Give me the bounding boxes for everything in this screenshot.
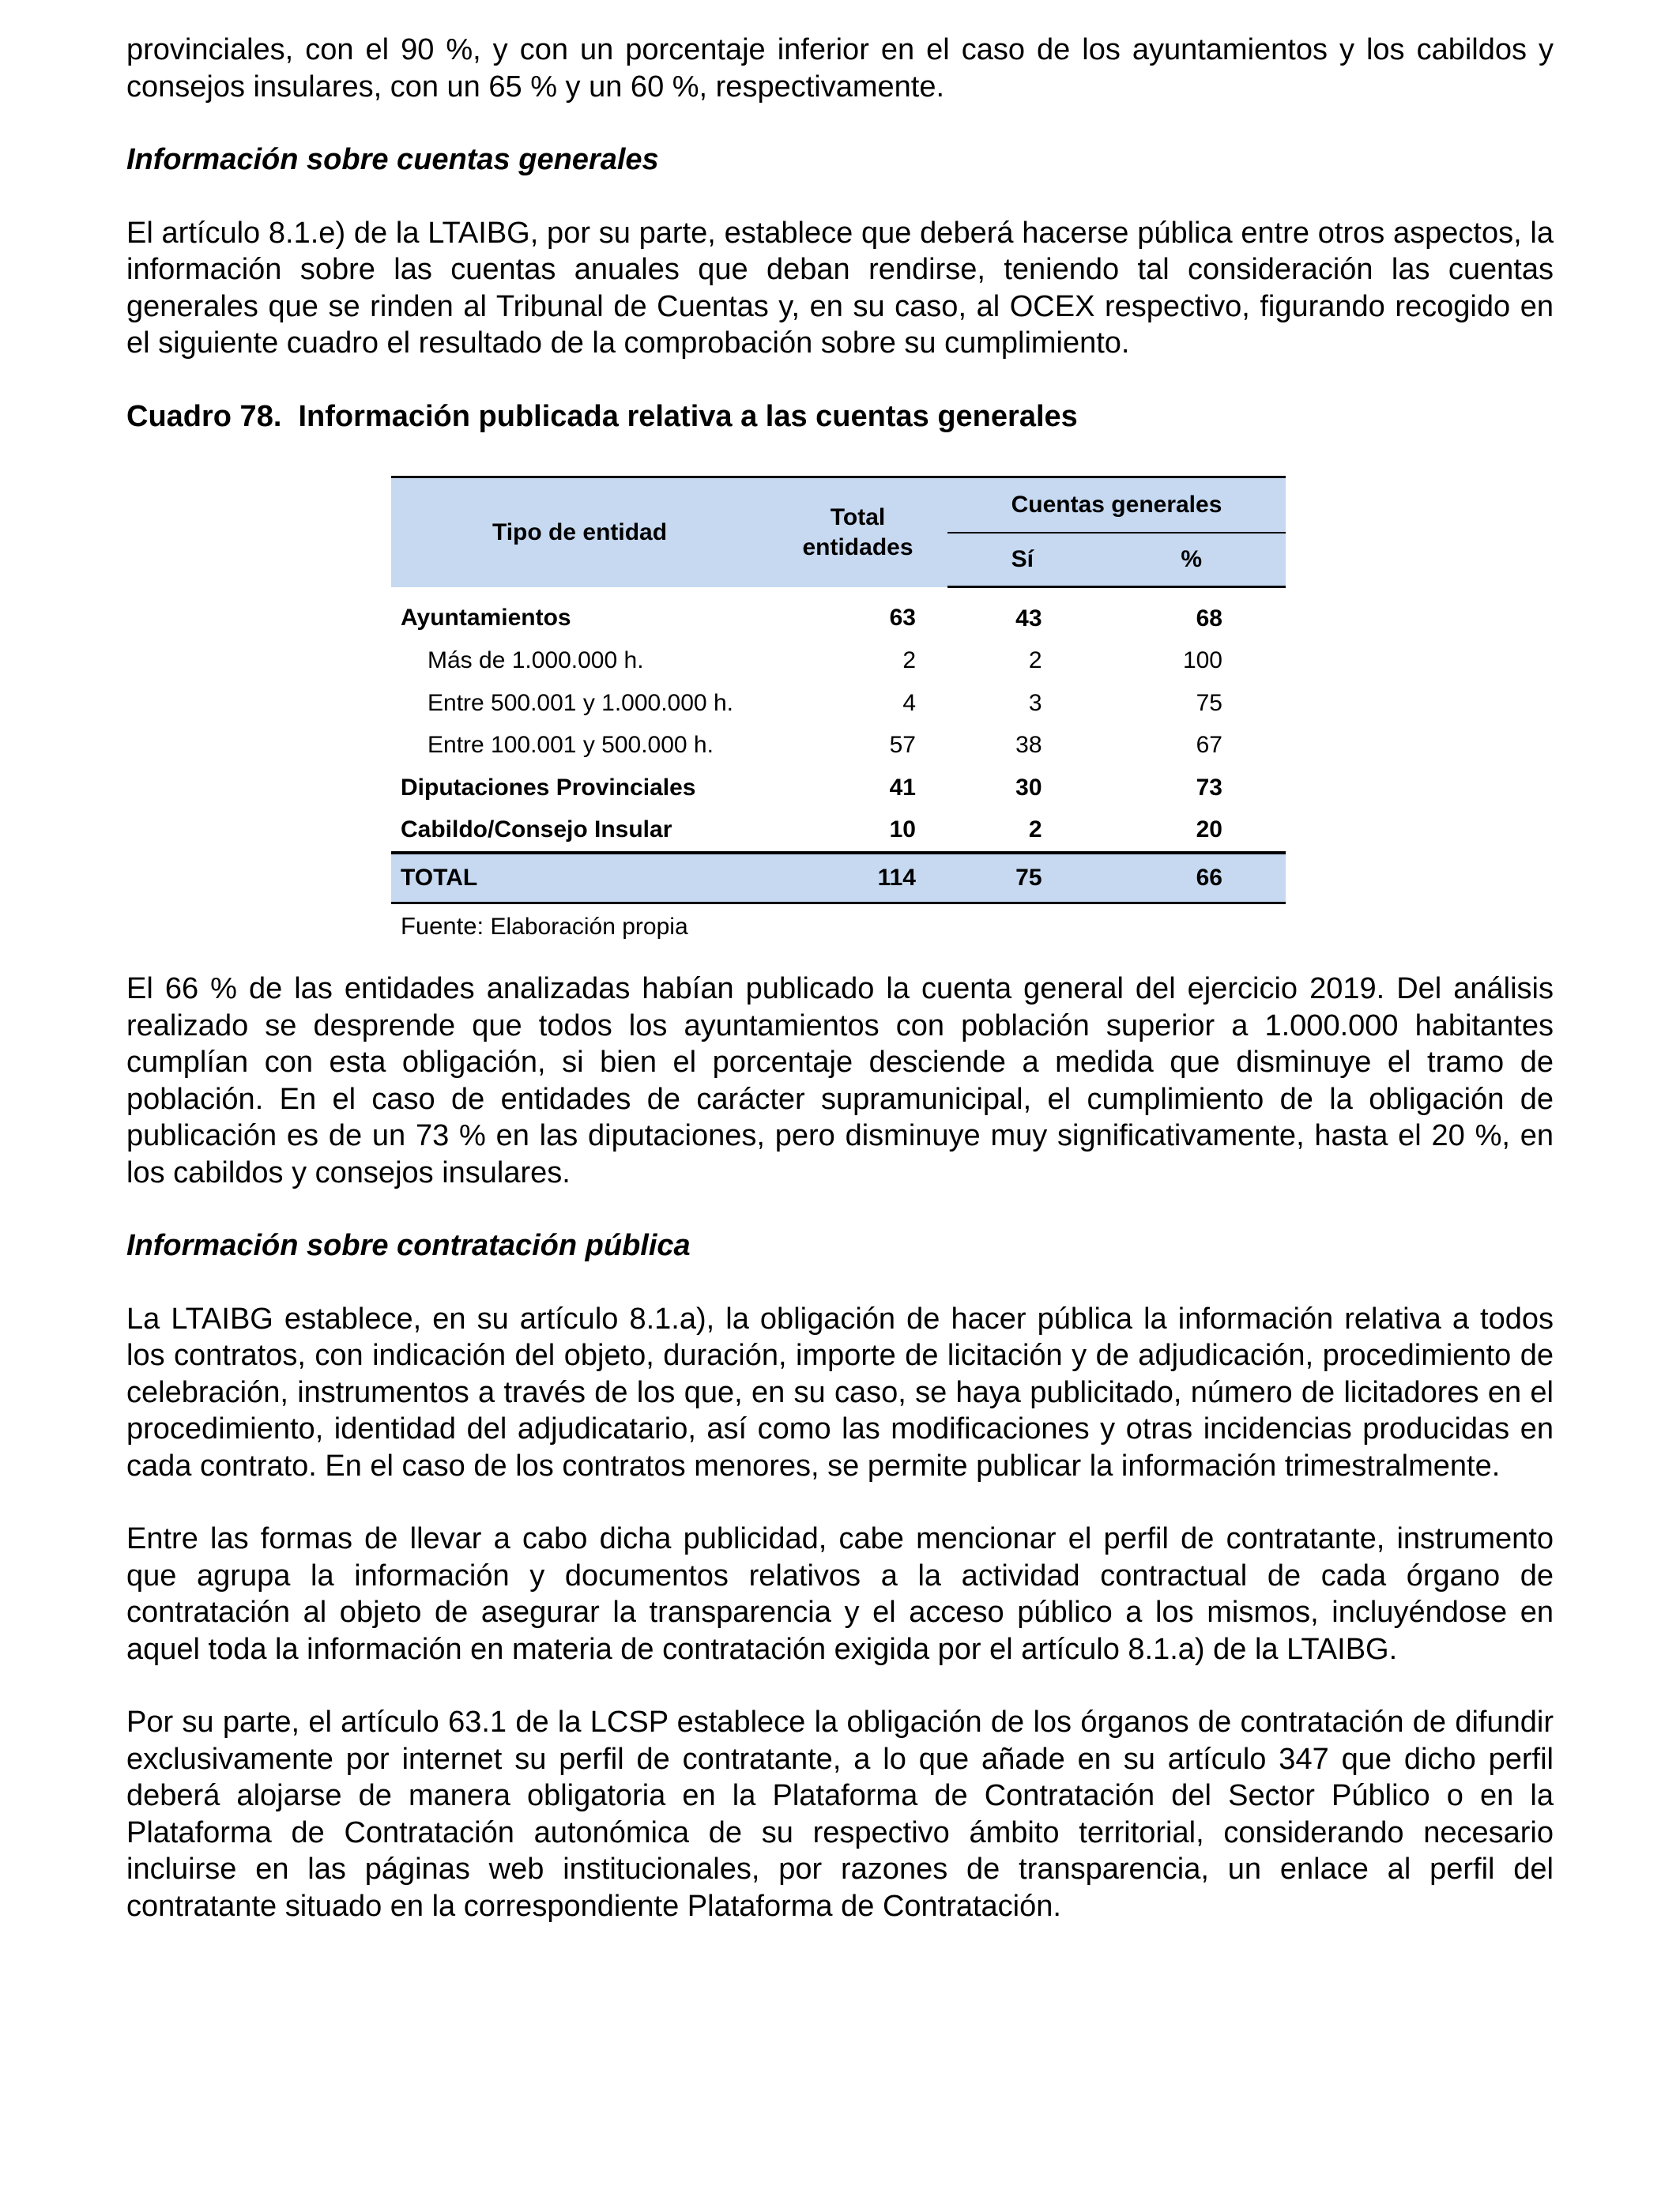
table-row [391, 682, 1286, 725]
paragraph-resultado: El 66 % de las entidades analizadas habían publicado la cuenta general del ejercicio 2019. Del análisis realizado se desprende que todos los ayuntamientos con población superior a 1.000.000 habitantes cumplían con esta obligación, si bien el porcentaje desciende a medida que disminuye el tramo de población. En el caso de entidades de carácter supramunicipal, el cumplimiento de la obligación de publicación es de un 73 % en las diputaciones, pero disminuye muy significativamente, hasta el 20 %, en los cabildos y consejos insulares. [126, 972, 1554, 1189]
row-pct: 75 [1196, 689, 1222, 716]
table-source [391, 912, 1286, 941]
total-name: TOTAL [391, 853, 768, 903]
table-row [391, 587, 1286, 640]
cuentas-generales-table [391, 476, 1286, 904]
row-si: 2 [1028, 647, 1042, 674]
document-page [126, 32, 1554, 435]
row-si: 38 [1015, 732, 1042, 759]
table-row [391, 640, 1286, 683]
row-name: Entre 100.001 y 500.000 h. [428, 732, 714, 759]
header-tipo-entidad: Tipo de entidad [391, 477, 768, 587]
row-total: 10 [889, 816, 916, 843]
source-label: Fuente: [401, 912, 484, 940]
header-total-line1: Total [830, 503, 886, 530]
table-caption: Cuadro 78. Información publicada relativa a las cuentas generales [126, 399, 1078, 433]
row-pct: 20 [1196, 816, 1222, 843]
row-total: 41 [889, 774, 916, 801]
row-name: Más de 1.000.000 h. [428, 647, 644, 674]
row-pct: 100 [1182, 647, 1222, 674]
row-name: Entre 500.001 y 1.000.000 h. [428, 689, 733, 716]
header-total-entidades [768, 477, 947, 587]
paragraph-articulo-8-1-a: La LTAIBG establece, en su artículo 8.1.a), la obligación de hacer pública la información relativa a todos los contratos, con indicación del objeto, duración, importe de licitación y de adjudicación, procedimiento de celebración, instrumentos a través de los que, en su caso, se haya publicitado, número de licitadores en el procedimiento, identidad del adjudicatario, así como las modificaciones y otras incidencias producidas en cada contrato. En el caso de los contratos menores, se permite publicar la información trimestralmente. [126, 1302, 1554, 1483]
total-pct: 66 [1098, 853, 1286, 903]
row-name: Ayuntamientos [401, 605, 571, 631]
paragraph-perfil-contratante: Entre las formas de llevar a cabo dicha publicidad, cabe mencionar el perfil de contratante, instrumento que agrupa la información y documentos relativos a la actividad contractual de cada órgano de contratación al objeto de asegurar la transparencia y el acceso público a los mismos, incluyéndose en aquel toda la información en materia de contratación exigida por el artículo 8.1.a) de la LTAIBG. [126, 1522, 1554, 1666]
row-si: 43 [1015, 605, 1042, 631]
paragraph-articulo-8-1-e: El artículo 8.1.e) de la LTAIBG, por su parte, establece que deberá hacerse pública entre otros aspectos, la información sobre las cuentas anuales que deban rendirse, teniendo tal consideración las cuentas generales que se rinden al Tribunal de Cuentas y, en su caso, al OCEX respectivo, figurando recogido en el siguiente cuadro el resultado de la comprobación sobre su cumplimiento. [126, 216, 1554, 360]
table-row [391, 767, 1286, 809]
row-total: 57 [889, 732, 916, 759]
table-total-row [391, 853, 1286, 903]
row-name: Diputaciones Provinciales [401, 774, 696, 801]
row-total: 4 [902, 689, 916, 716]
row-si: 30 [1015, 774, 1042, 801]
section-heading-cuentas-generales: Información sobre cuentas generales [126, 143, 659, 176]
section-heading-contratacion: Información sobre contratación pública [126, 1229, 691, 1262]
row-total: 63 [889, 605, 916, 631]
row-pct: 73 [1196, 774, 1222, 801]
header-cuentas-generales: Cuentas generales [947, 477, 1286, 533]
row-si: 2 [1028, 816, 1042, 843]
cuadro-78-table [391, 476, 1286, 941]
row-pct: 67 [1196, 732, 1222, 759]
header-total-line2: entidades [802, 533, 913, 560]
paragraph-lcsp: Por su parte, el artículo 63.1 de la LCSP establece la obligación de los órganos de contratación de difundir exclusivamente por internet su perfil de contratante, a lo que añade en su artículo 347 que dicho perfil deberá alojarse de manera obligatoria en la Plataforma de Contratación del Sector Público o en la Plataforma de Contratación autonómica de su respectivo ámbito territorial, considerando necesario incluirse en las páginas web institucionales, por razones de transparencia, un enlace al perfil del contratante situado en la correspondiente Plataforma de Contratación. [126, 1706, 1554, 1923]
row-pct: 68 [1196, 605, 1222, 631]
paragraph-intro: provinciales, con el 90 %, y con un porcentaje inferior en el caso de los ayuntamientos y los cabildos y consejos insulares, con un 65 % y un 60 %, respectivamente. [126, 33, 1554, 104]
document-page-lower [126, 971, 1554, 1924]
total-si: 75 [947, 853, 1098, 903]
table-row [391, 725, 1286, 767]
row-si: 3 [1028, 689, 1042, 716]
row-name: Cabildo/Consejo Insular [401, 816, 672, 843]
table-row [391, 809, 1286, 854]
header-pct: % [1098, 533, 1286, 587]
source-text: Elaboración propia [490, 914, 688, 940]
total-total: 114 [768, 853, 947, 903]
row-total: 2 [902, 647, 916, 674]
header-si: Sí [947, 533, 1098, 587]
